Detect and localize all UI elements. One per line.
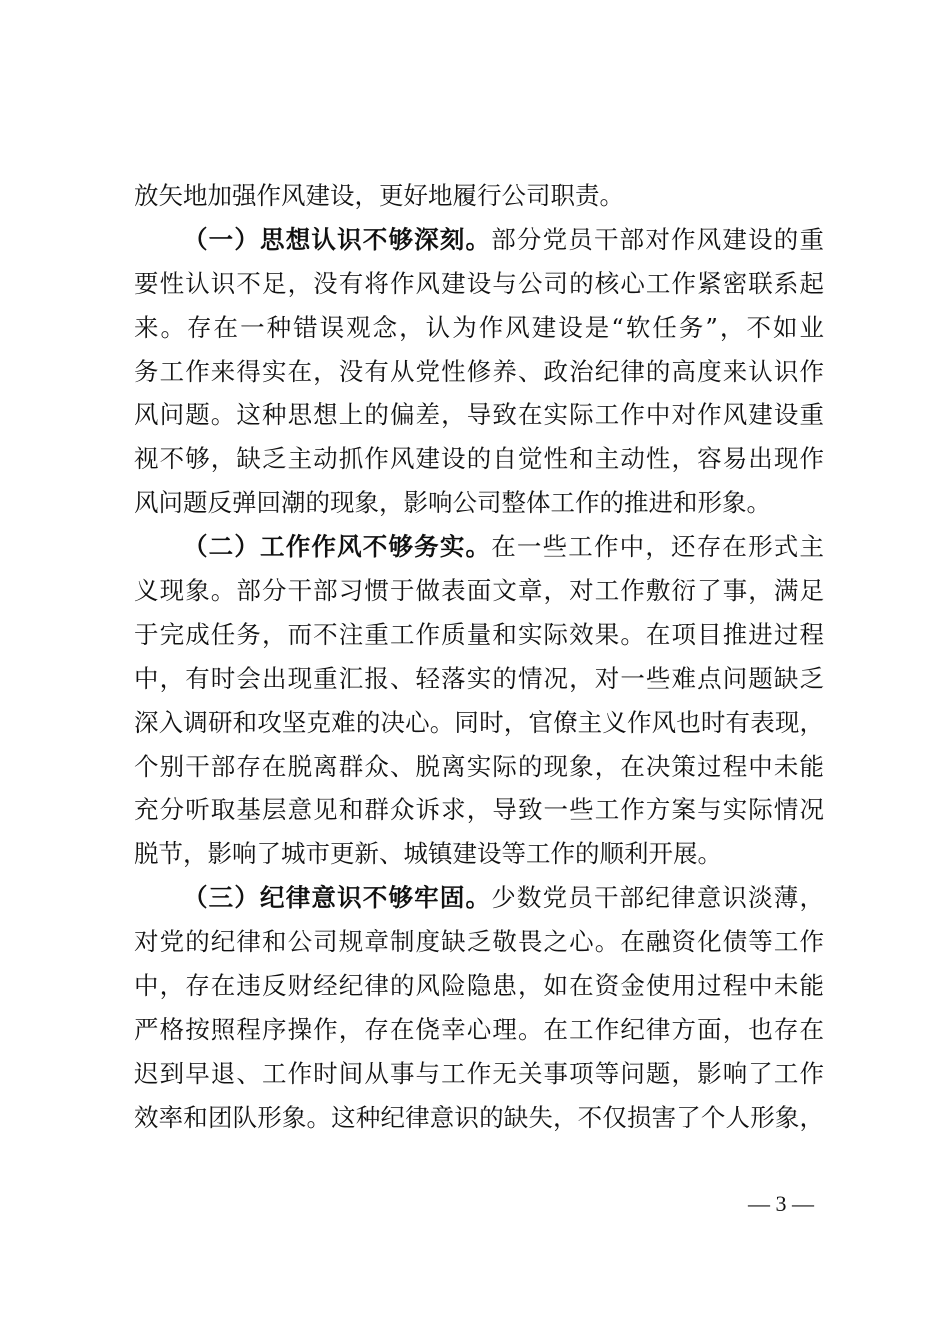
text-line (134, 1008, 824, 1052)
text-line (134, 613, 824, 657)
text-line (134, 920, 824, 964)
section-heading: （二）工作作风不够务实。 (183, 532, 492, 562)
line-text: 迟到早退、工作时间从事与工作无关事项等问题，影响了工作 (134, 1058, 824, 1088)
text-line (134, 1052, 824, 1096)
text-line (134, 218, 824, 262)
text-line (134, 876, 824, 920)
text-line (134, 437, 824, 481)
line-text: 务工作来得实在，没有从党性修养、政治纪律的高度来认识作 (134, 356, 824, 386)
line-text: 个别干部存在脱离群众、脱离实际的现象，在决策过程中未能 (134, 751, 824, 781)
text-line (134, 657, 824, 701)
text-line (134, 174, 824, 218)
line-text: 对党的纪律和公司规章制度缺乏敬畏之心。在融资化债等工作 (134, 927, 824, 957)
line-text: 视不够，缺乏主动抓作风建设的自觉性和主动性，容易出现作 (134, 444, 824, 474)
text-line (134, 481, 824, 525)
line-text: 于完成任务，而不注重工作质量和实际效果。在项目推进过程 (134, 619, 824, 649)
text-line (134, 745, 824, 789)
text-line (134, 964, 824, 1008)
line-text: 深入调研和攻坚克难的决心。同时，官僚主义作风也时有表现， (134, 707, 824, 737)
line-text: 中，存在违反财经纪律的风险隐患，如在资金使用过程中未能 (134, 971, 824, 1001)
line-text: 风问题。这种思想上的偏差，导致在实际工作中对作风建设重 (134, 400, 824, 430)
line-text: 严格按照程序操作，存在侥幸心理。在工作纪律方面，也存在 (134, 1014, 824, 1044)
text-line (134, 393, 824, 437)
line-text: 部分党员干部对作风建设的重 (491, 224, 824, 254)
section-heading: （一）思想认识不够深刻。 (183, 224, 492, 254)
text-line (134, 1096, 824, 1140)
line-text: 少数党员干部纪律意识淡薄， (491, 883, 824, 913)
text-line (134, 525, 824, 569)
line-text: 充分听取基层意见和群众诉求，导致一些工作方案与实际情况 (134, 795, 824, 825)
line-text: 脱节，影响了城市更新、城镇建设等工作的顺利开展。 (134, 839, 722, 869)
text-line (134, 701, 824, 745)
page-number: — 3 — (748, 1191, 814, 1216)
text-line (134, 262, 824, 306)
line-text: 效率和团队形象。这种纪律意识的缺失，不仅损害了个人形象， (134, 1102, 824, 1132)
line-text: 在一些工作中，还存在形式主 (491, 532, 824, 562)
line-text: 中，有时会出现重汇报、轻落实的情况，对一些难点问题缺乏 (134, 663, 824, 693)
text-line (134, 832, 824, 876)
line-text: 义现象。部分干部习惯于做表面文章，对工作敷衍了事，满足 (134, 576, 824, 606)
text-line (134, 788, 824, 832)
line-text: 要性认识不足，没有将作风建设与公司的核心工作紧密联系起 (134, 268, 824, 298)
line-text: 风问题反弹回潮的现象，影响公司整体工作的推进和形象。 (134, 488, 771, 518)
section-heading: （三）纪律意识不够牢固。 (183, 883, 492, 913)
text-line (134, 569, 824, 613)
text-line (134, 350, 824, 394)
body-text (134, 174, 824, 1140)
line-text: 放矢地加强作风建设，更好地履行公司职责。 (134, 181, 624, 210)
text-line (134, 306, 824, 350)
line-text: 来。存在一种错误观念，认为作风建设是“软任务”，不如业 (134, 312, 824, 342)
